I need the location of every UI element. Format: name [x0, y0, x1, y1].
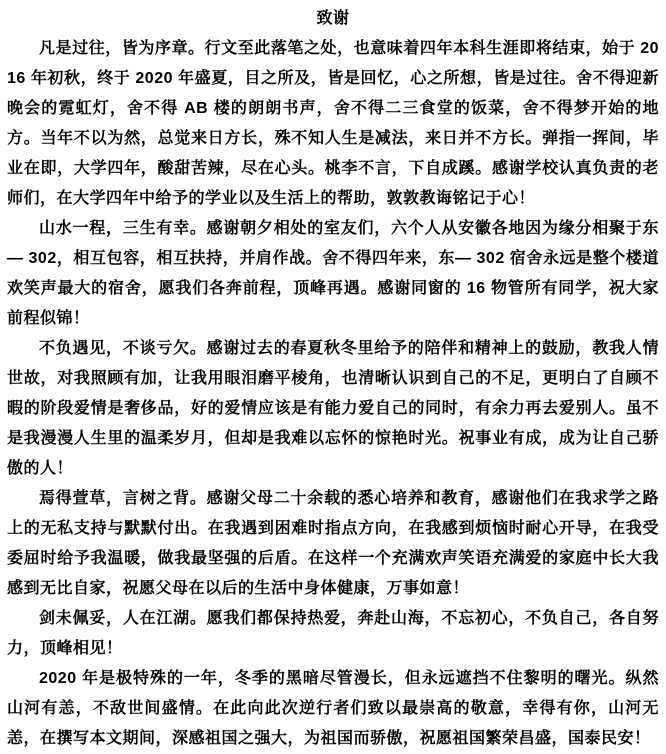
acknowledgement-paragraph-5: 剑未佩妥，人在江湖。愿我们都保持热爱，奔赴山海，不忘初心，不负自己，各自努力，顶峰相见！ — [7, 610, 659, 657]
acknowledgement-paragraph-2: 山水一程，三生有幸。感谢朝夕相处的室友们，六个人从安徽各地因为缘分相聚于东— 302，相互包容，相互扶持，并肩作战。舍不得四年来，东— 302 宿舍永远是整个楼道欢笑声最大的宿舍，愿我们各奔前程，顶峰再遇。感谢同窗的 16 物管所有同学，祝大家前程似锦！ — [7, 220, 659, 327]
acknowledgement-paragraph-6: 2020 年是极特殊的一年，冬季的黑暗尽管漫长，但永远遮挡不住黎明的曙光。纵然山河有恙，不敌世间盛情。在此向此次逆行者们致以最崇高的敬意，幸得有你，山河无恙，在撰写本文期间，深感祖国之强大，为祖国而骄傲，祝愿祖国繁荣昌盛，国泰民安！ — [7, 670, 659, 747]
acknowledgement-paragraph-1: 凡是过往，皆为序章。行文至此落笔之处，也意味着四年本科生涯即将结束，始于 2016 年初秋，终于 2020 年盛夏，目之所及，皆是回忆，心之所想，皆是过往。舍不得迎新晚会的霓虹灯，舍不得 AB 楼的朗朗书声，舍不得二三食堂的饭菜，舍不得梦开始的地方。当年不以为然，总觉来日方长，殊不知人生是减法，来日并不方长。弹指一挥间，毕业在即，大学四年，酸甜苦辣，尽在心头。桃李不言，下自成蹊。感谢学校认真负责的老师们，在大学四年中给予的学业以及生活上的帮助，敦敦教诲铭记于心！ — [7, 40, 659, 207]
acknowledgement-paragraph-3: 不负遇见，不谈亏欠。感谢过去的春夏秋冬里给予的陪伴和精神上的鼓励，教我人情世故，对我照顾有加，让我用眼泪磨平棱角，也清晰认识到自己的不足，更明白了自顾不暇的阶段爱情是奢侈品，好的爱情应该是有能力爱自己的同时，有余力再去爱别人。虽不是我漫漫人生里的温柔岁月，但却是我难以忘怀的惊艳时光。祝事业有成，成为让自己骄傲的人！ — [7, 340, 659, 477]
acknowledgement-paragraph-4: 焉得萱草，言树之背。感谢父母二十余载的悉心培养和教育，感谢他们在我求学之路上的无私支持与默默付出。在我遇到困难时指点方向，在我感到烦恼时耐心开导，在我受委屈时给予我温暖，做我最坚强的后盾。在这样一个充满欢声笑语充满爱的家庭中长大我感到无比自家，祝愿父母在以后的生活中身体健康，万事如意！ — [7, 490, 659, 597]
page-title: 致谢 — [316, 10, 350, 27]
